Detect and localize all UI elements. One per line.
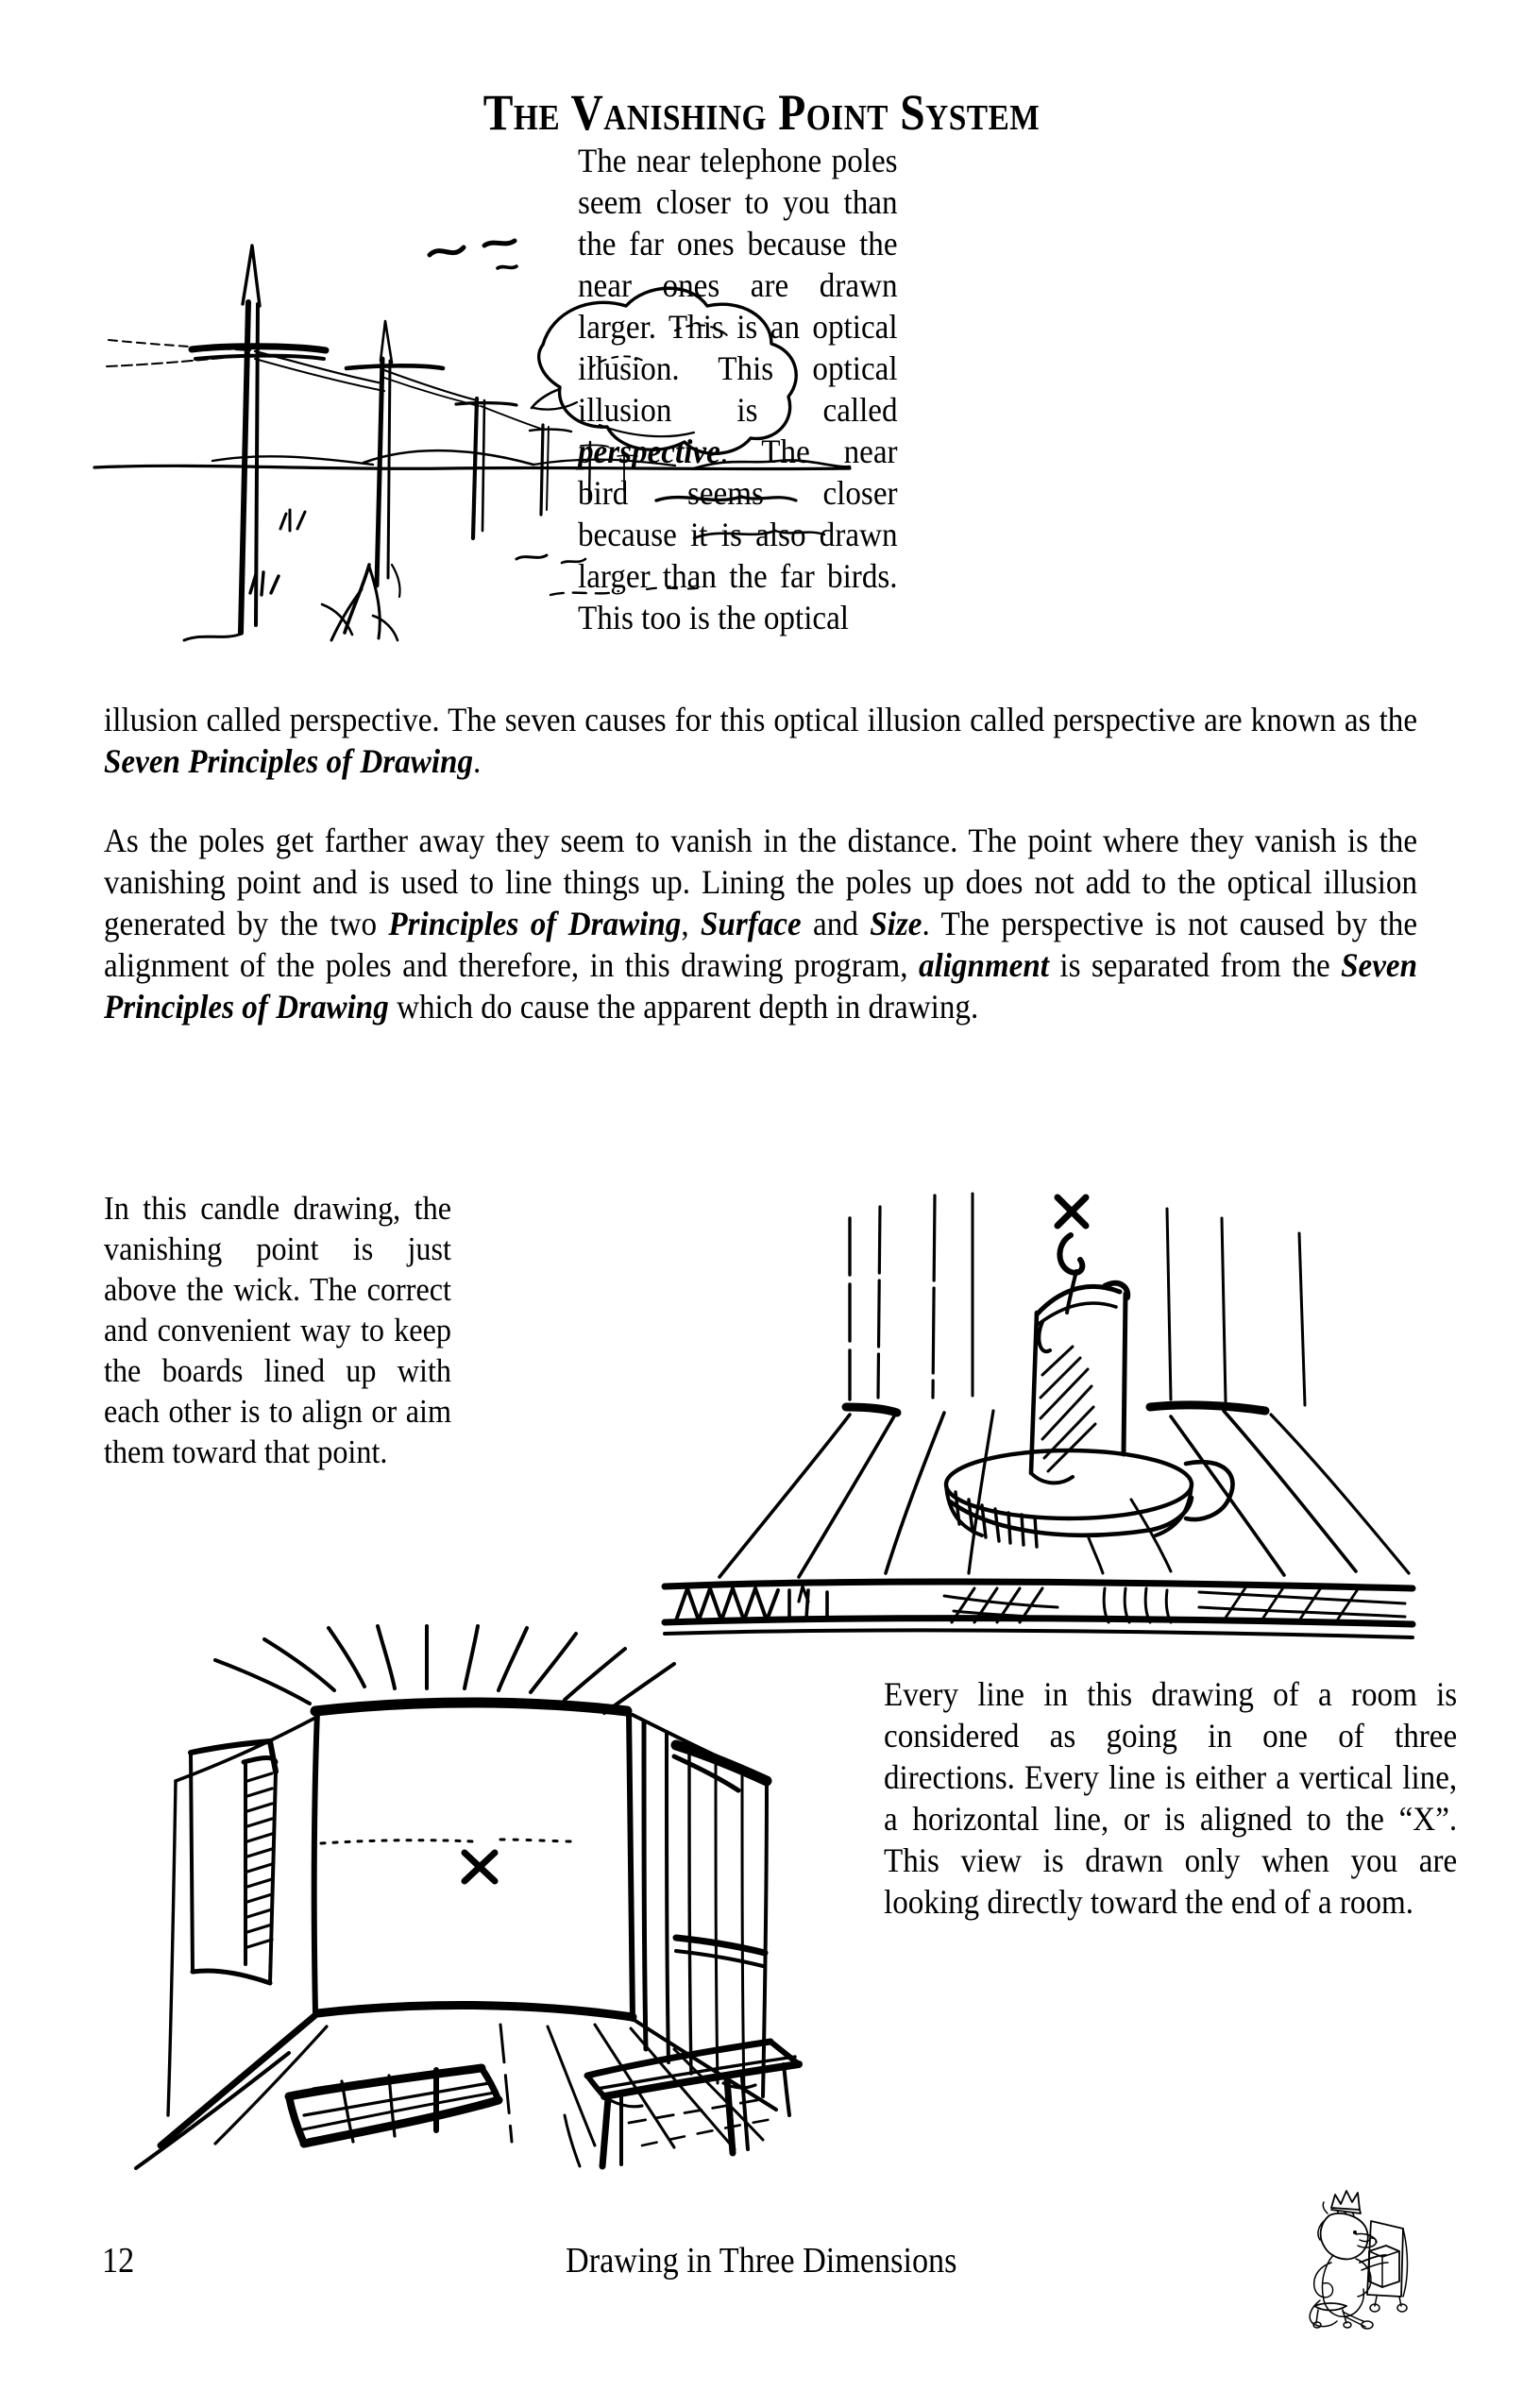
paragraph-intro-column <box>578 140 898 638</box>
p2-text-f: which do cause the apparent depth in drawing. <box>388 988 979 1026</box>
p1-text-a: The near telephone poles seem closer to you than the far ones because the near ones are drawn larger. This is an optical illusion. This optical illusion is called <box>578 142 898 429</box>
p2-text-b: , <box>681 905 701 942</box>
paragraph-alignment <box>104 820 1417 1027</box>
lion-king-at-easel-logo <box>1265 2172 1435 2342</box>
p1tail-emphasis-seven-principles: Seven Principles of Drawing <box>104 742 474 780</box>
p1-emphasis-perspective: perspective <box>578 432 720 470</box>
paragraph-room: Every line in this drawing of a room is considered as going in one of three directions. Every line is either a vertical line, a horizontal line, or is aligned to the “X”. This view is drawn only when you are looking directly toward the end of a room. <box>884 1675 1458 1921</box>
p1tail-text-b: . <box>473 742 482 780</box>
page-title: The Vanishing Point System <box>482 84 1041 141</box>
p2-text-e: is separated from the <box>1048 946 1342 984</box>
p2-emphasis-principles: Principles of Drawing <box>388 905 682 942</box>
paragraph-intro-tail <box>104 699 1417 782</box>
p2-text-a: As the poles get farther away they seem to vanish in the distance. The point where they vanish is the vanishing point and is used to line things up. Lining the poles up does not add to the optical illusion generated by the two <box>104 822 1418 942</box>
p2-emphasis-seven-principles: Seven Principles of Drawing <box>104 946 1418 1026</box>
page-number: 12 <box>102 2241 135 2281</box>
room-interior-figure <box>104 1605 812 2172</box>
p2-emphasis-alignment: alignment <box>918 946 1049 984</box>
p2-text-c: and <box>801 905 871 942</box>
p2-text-d: . The perspective is not caused by the alignment of the poles and therefore, in this drawing program, <box>104 905 1418 984</box>
running-footer-label: Drawing in Three Dimensions <box>566 2241 957 2281</box>
p1-text-b: . The near bird seems closer because it is also drawn larger than the far birds. This too is the optical <box>578 432 898 636</box>
p2-emphasis-size: Size <box>870 905 922 942</box>
paragraph-candle: In this candle drawing, the vanishing point is just above the wick. The correct and convenient way to keep the boards lined up with each other is to align or aim them toward that point. <box>104 1190 451 1470</box>
p1tail-text-a: illusion called perspective. The seven causes for this optical illusion called perspective are known as the <box>104 701 1418 738</box>
p2-emphasis-surface: Surface <box>700 905 802 942</box>
